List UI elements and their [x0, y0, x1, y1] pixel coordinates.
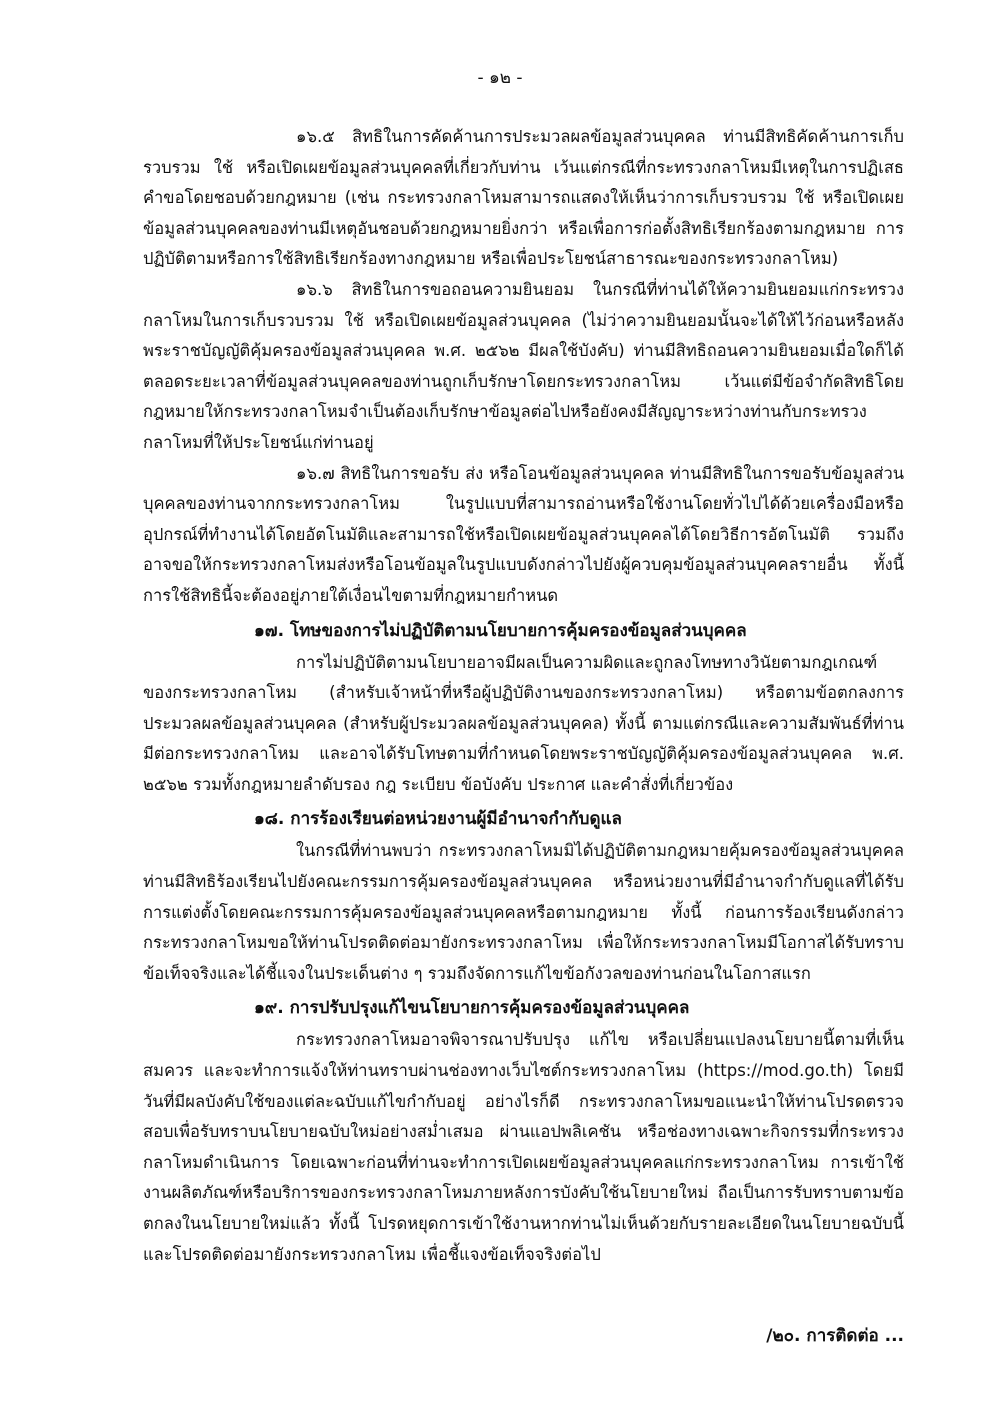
page-number: - ๑๒ - [477, 68, 523, 88]
continuation-note: /๒๐. การติดต่อ ... [766, 1326, 904, 1346]
heading-section-18: ๑๘. การร้องเรียนต่อหน่วยงานผู้มีอำนาจกำกับดูแล [254, 809, 622, 830]
paragraph-section-19: กระทรวงกลาโหมอาจพิจารณาปรับปรุง แก้ไข หรือเปลี่ยนแปลงนโยบายนี้ตามที่เห็นสมควร และจะทำการแจ้งให้ท่านทราบผ่านช่องทางเว็บไซต์กระทรวงกลาโหม (https://mod.go.th) โดยมีวันที่มีผลบังคับใช้ของแต่ละฉบับแก้ไขกำกับอยู่ อย่างไรก็ดี กระทรวงกลาโหมขอแนะนำให้ท่านโปรดตรวจสอบเพื่อรับทราบนโยบายฉบับใหม่อย่างสม่ำเสมอ ผ่านแอปพลิเคชัน หรือช่องทางเฉพาะกิจกรรมที่กระทรวงกลาโหมดำเนินการ โดยเฉพาะก่อนที่ท่านจะทำการเปิดเผยข้อมูลส่วนบุคคลแก่กระทรวงกลาโหม การเข้าใช้งานผลิตภัณฑ์หรือบริการของกระทรวงกลาโหมภายหลังการบังคับใช้นโยบายใหม่ ถือเป็นการรับทราบตามข้อตกลงในนโยบายใหม่แล้ว ทั้งนี้ โปรดหยุดการเข้าใช้งานหากท่านไม่เห็นด้วยกับรายละเอียดในนโยบายฉบับนี้ และโปรดติดต่อมายังกระทรวงกลาโหม เพื่อชี้แจงข้อเท็จจริงต่อไป [143, 1030, 904, 1264]
heading-section-17: ๑๗. โทษของการไม่ปฏิบัติตามนโยบายการคุ้มครองข้อมูลส่วนบุคคล [254, 620, 747, 641]
paragraph-16-6: ๑๖.๖ สิทธิในการขอถอนความยินยอม ในกรณีที่ท่านได้ให้ความยินยอมแก่กระทรวงกลาโหมในการเก็บรวบรวม ใช้ หรือเปิดเผยข้อมูลส่วนบุคคล (ไม่ว่าความยินยอมนั้นจะได้ให้ไว้ก่อนหรือหลังพระราชบัญญัติคุ้มครองข้อมูลส่วนบุคคล พ.ศ. ๒๕๖๒ มีผลใช้บังคับ) ท่านมีสิทธิถอนความยินยอมเมื่อใดก็ได้ตลอดระยะเวลาที่ข้อมูลส่วนบุคคลของท่านถูกเก็บรักษาโดยกระทรวงกลาโหม เว้นแต่มีข้อจำกัดสิทธิโดยกฎหมายให้กระทรวงกลาโหมจำเป็นต้องเก็บรักษาข้อมูลต่อไปหรือยังคงมีสัญญาระหว่างท่านกับกระทรวงกลาโหมที่ให้ประโยชน์แก่ท่านอยู่ [143, 279, 904, 452]
paragraph-section-18: ในกรณีที่ท่านพบว่า กระทรวงกลาโหมมิได้ปฏิบัติตามกฎหมายคุ้มครองข้อมูลส่วนบุคคล ท่านมีสิทธิร้องเรียนไปยังคณะกรรมการคุ้มครองข้อมูลส่วนบุคคล หรือหน่วยงานที่มีอำนาจกำกับดูแลที่ได้รับการแต่งตั้งโดยคณะกรรมการคุ้มครองข้อมูลส่วนบุคคลหรือตามกฎหมาย ทั้งนี้ ก่อนการร้องเรียนดังกล่าว กระทรวงกลาโหมขอให้ท่านโปรดติดต่อมายังกระทรวงกลาโหม เพื่อให้กระทรวงกลาโหมมีโอกาสได้รับทราบข้อเท็จจริงและได้ชี้แจงในประเด็นต่าง ๆ รวมถึงจัดการแก้ไขข้อกังวลของท่านก่อนในโอกาสแรก [143, 841, 904, 983]
heading-section-19: ๑๙. การปรับปรุงแก้ไขนโยบายการคุ้มครองข้อมูลส่วนบุคคล [254, 998, 690, 1019]
paragraph-16-5: ๑๖.๕ สิทธิในการคัดค้านการประมวลผลข้อมูลส่วนบุคคล ท่านมีสิทธิคัดค้านการเก็บรวบรวม ใช้ หรือเปิดเผยข้อมูลส่วนบุคคลที่เกี่ยวกับท่าน เว้นแต่กรณีที่กระทรวงกลาโหมมีเหตุในการปฏิเสธคำขอโดยชอบด้วยกฎหมาย (เช่น กระทรวงกลาโหมสามารถแสดงให้เห็นว่าการเก็บรวบรวม ใช้ หรือเปิดเผยข้อมูลส่วนบุคคลของท่านมีเหตุอันชอบด้วยกฎหมายยิ่งกว่า หรือเพื่อการก่อตั้งสิทธิเรียกร้องตามกฎหมาย การปฏิบัติตามหรือการใช้สิทธิเรียกร้องทางกฎหมาย หรือเพื่อประโยชน์สาธารณะของกระทรวงกลาโหม) [143, 127, 904, 269]
paragraph-section-17: การไม่ปฏิบัติตามนโยบายอาจมีผลเป็นความผิดและถูกลงโทษทางวินัยตามกฎเกณฑ์ของกระทรวงกลาโหม (สำหรับเจ้าหน้าที่หรือผู้ปฏิบัติงานของกระทรวงกลาโหม) หรือตามข้อตกลงการประมวลผลข้อมูลส่วนบุคคล (สำหรับผู้ประมวลผลข้อมูลส่วนบุคคล) ทั้งนี้ ตามแต่กรณีและความสัมพันธ์ที่ท่านมีต่อกระทรวงกลาโหม และอาจได้รับโทษตามที่กำหนดโดยพระราชบัญญัติคุ้มครองข้อมูลส่วนบุคคล พ.ศ. ๒๕๖๒ รวมทั้งกฎหมายลำดับรอง กฎ ระเบียบ ข้อบังคับ ประกาศ และคำสั่งที่เกี่ยวข้อง [143, 652, 904, 794]
paragraph-16-7: ๑๖.๗ สิทธิในการขอรับ ส่ง หรือโอนข้อมูลส่วนบุคคล ท่านมีสิทธิในการขอรับข้อมูลส่วนบุคคลของท่านจากกระทรวงกลาโหม ในรูปแบบที่สามารถอ่านหรือใช้งานโดยทั่วไปได้ด้วยเครื่องมือหรืออุปกรณ์ที่ทำงานได้โดยอัตโนมัติและสามารถใช้หรือเปิดเผยข้อมูลส่วนบุคคลได้โดยวิธีการอัตโนมัติ รวมถึงอาจขอให้กระทรวงกลาโหมส่งหรือโอนข้อมูลในรูปแบบดังกล่าวไปยังผู้ควบคุมข้อมูลส่วนบุคคลรายอื่น ทั้งนี้ การใช้สิทธินี้จะต้องอยู่ภายใต้เงื่อนไขตามที่กฎหมายกำหนด [143, 463, 904, 605]
document-body [143, 122, 904, 1270]
